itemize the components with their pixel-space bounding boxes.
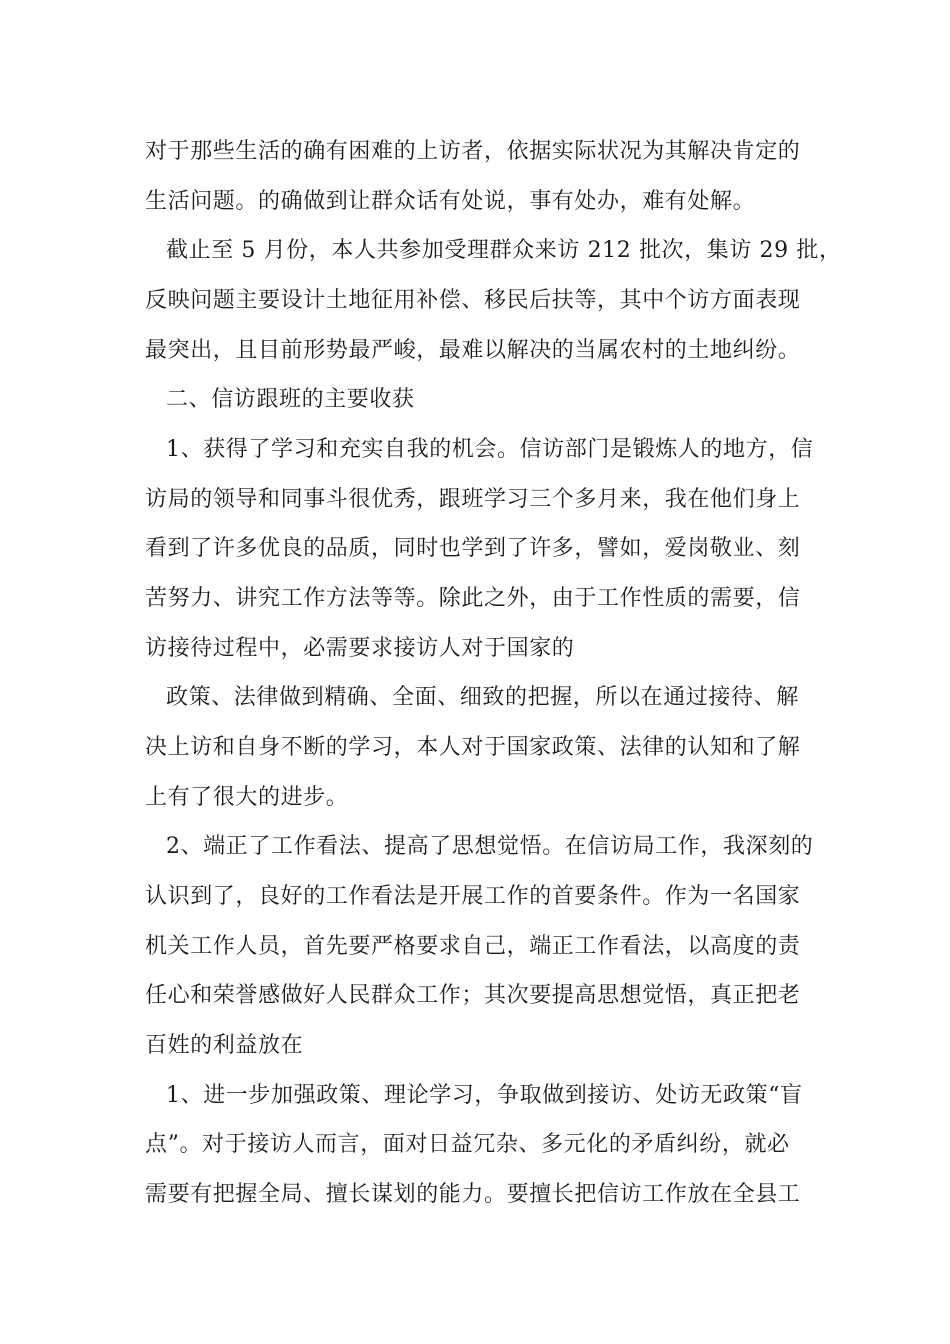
paragraph-line: 2、端正了工作看法、提高了思想觉悟。在信访局工作，我深刻的 [166, 834, 814, 859]
paragraph-line: 反映问题主要设计土地征用补偿、移民后扶等，其中个访方面表现 [145, 288, 801, 313]
section-heading: 二、信访跟班的主要收获 [166, 387, 415, 412]
paragraph-line: 上有了很大的进步。 [145, 785, 349, 810]
paragraph-line: 1、获得了学习和充实自我的机会。信访部门是锻炼人的地方，信 [166, 437, 814, 462]
paragraph-line: 访局的领导和同事斗很优秀，跟班学习三个多月来，我在他们身上 [145, 487, 801, 512]
paragraph-line: 截止至 5 月份，本人共参加受理群众来访 212 批次，集访 29 批， [166, 238, 842, 263]
paragraph-line: 政策、法律做到精确、全面、细致的把握，所以在通过接待、解 [166, 685, 799, 710]
paragraph-line: 百姓的利益放在 [145, 1033, 304, 1058]
paragraph-line: 看到了许多优良的品质，同时也学到了许多，譬如，爱岗敬业、刻 [145, 536, 801, 561]
paragraph-line: 访接待过程中，必需要求接访人对于国家的 [145, 636, 575, 661]
paragraph-line: 苦努力、讲究工作方法等等。除此之外，由于工作性质的需要，信 [145, 586, 801, 611]
paragraph-line: 机关工作人员，首先要严格要求自己，端正工作看法，以高度的责 [145, 934, 801, 959]
paragraph-line: 对于那些生活的确有困难的上访者，依据实际状况为其解决肯定的 [145, 139, 801, 164]
paragraph-line: 需要有把握全局、擅长谋划的能力。要擅长把信访工作放在全县工 [145, 1182, 801, 1207]
paragraph-line: 生活问题。的确做到让群众话有处说，事有处办，难有处解。 [145, 189, 756, 214]
paragraph-line: 决上访和自身不断的学习，本人对于国家政策、法律的认知和了解 [145, 735, 801, 760]
paragraph-line: 认识到了，良好的工作看法是开展工作的首要条件。作为一名国家 [145, 884, 801, 909]
paragraph-line: 最突出，且目前形势最严峻，最难以解决的当属农村的土地纠纷。 [145, 338, 801, 363]
paragraph-line: 1、进一步加强政策、理论学习，争取做到接访、处访无政策“盲 [166, 1083, 803, 1108]
paragraph-line: 任心和荣誉感做好人民群众工作；其次要提高思想觉悟，真正把老 [145, 983, 801, 1008]
paragraph-line: 点”。对于接访人而言，面对日益冗杂、多元化的矛盾纠纷，就必 [145, 1132, 790, 1157]
